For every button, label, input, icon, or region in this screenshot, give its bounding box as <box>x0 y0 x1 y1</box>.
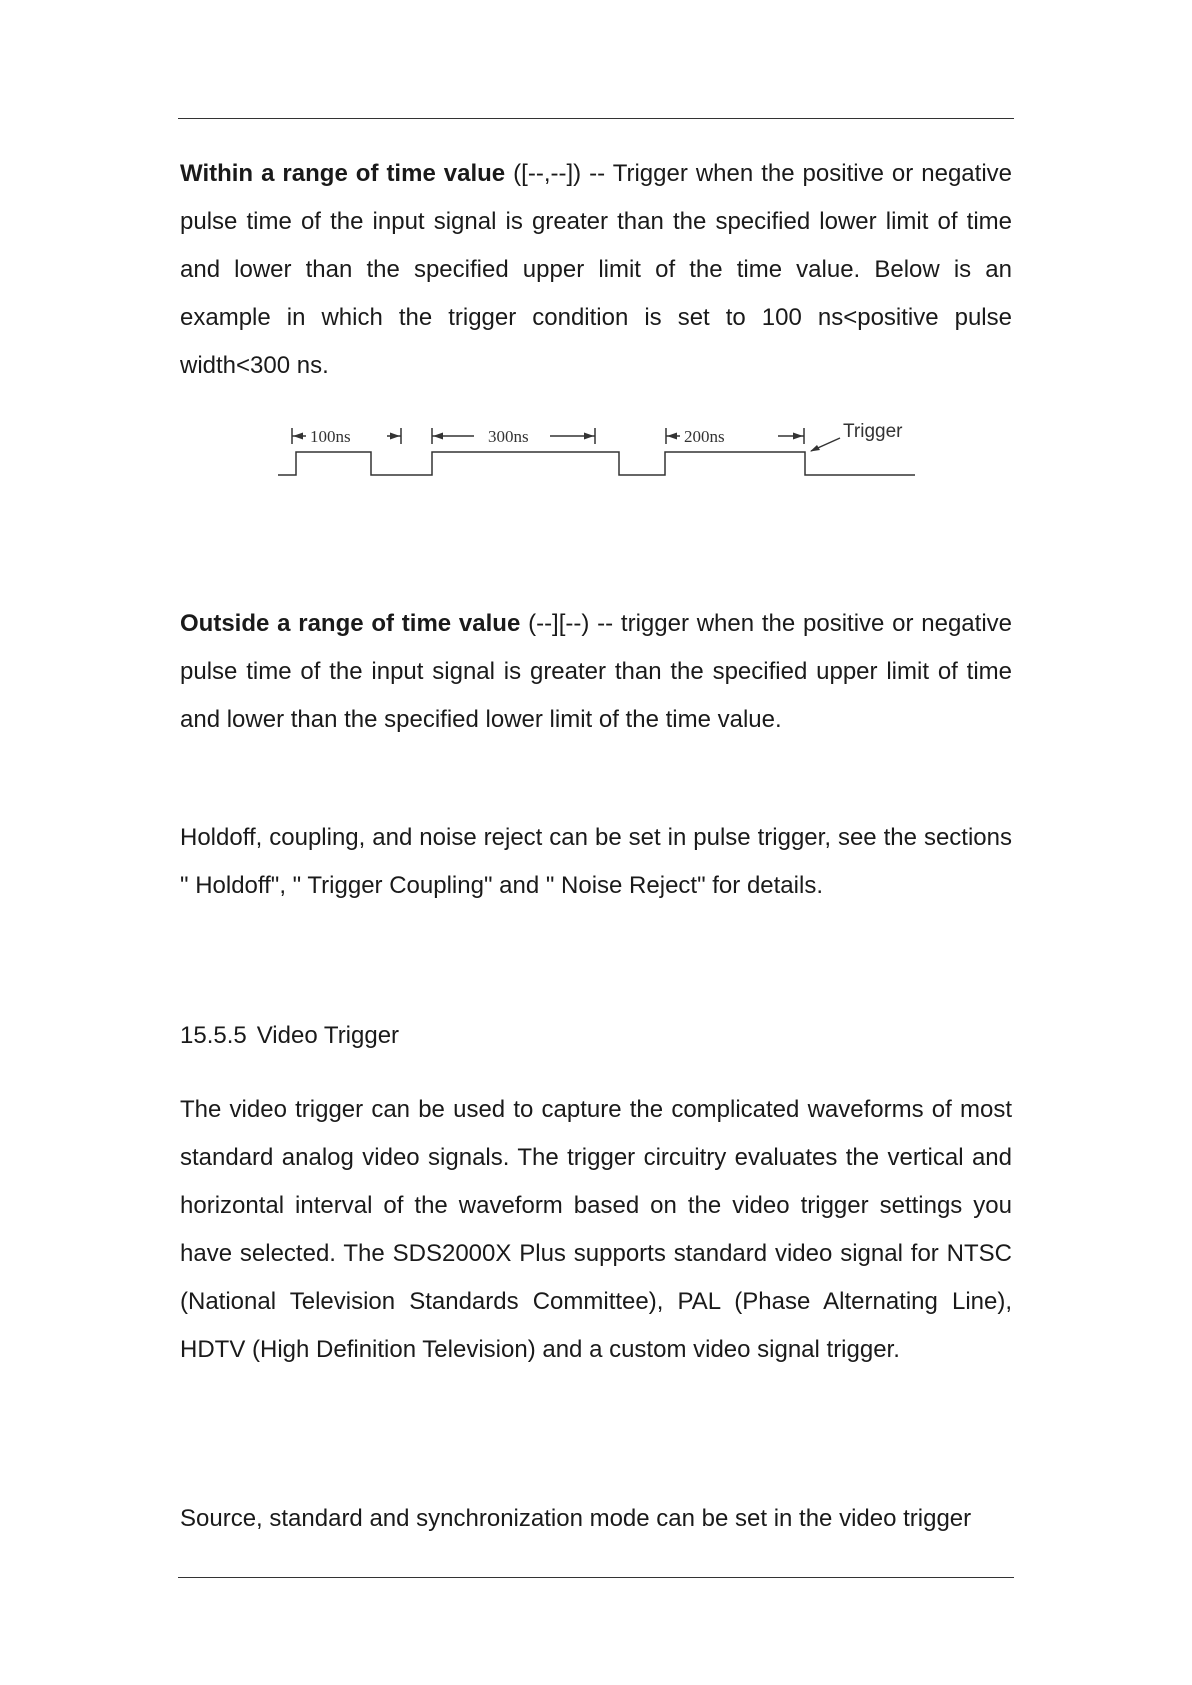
section-title: Video Trigger <box>256 1022 400 1049</box>
symbol-within-range: ([--,--]) <box>513 160 582 187</box>
paragraph-holdoff: Holdoff, coupling, and noise reject can be set in pulse trigger, see the sections " Holdoff", " Trigger Coupling" and " Noise Reject" for details. <box>180 824 1012 899</box>
footer-rule <box>178 1577 1014 1578</box>
label-200ns: 200ns <box>684 427 725 446</box>
term-outside-range: Outside a range of time value <box>180 610 521 637</box>
section-heading <box>180 1012 1012 1060</box>
paragraph-outside-range <box>180 600 1012 744</box>
paragraph-source-standard: Source, standard and synchronization mode can be set in the video trigger <box>180 1505 972 1532</box>
label-100ns: 100ns <box>310 427 351 446</box>
paragraph-within-range <box>180 150 1012 390</box>
pulse-width-diagram <box>270 410 930 490</box>
text-outside-range: -- trigger when the positive or negative pulse time of the input signal is greater than the specified upper limit of time and lower than the specified lower limit of the time value. <box>180 610 1012 733</box>
symbol-outside-range: (--][--) <box>528 610 590 637</box>
header-rule <box>178 118 1014 119</box>
text-within-range: -- Trigger when the positive or negative pulse time of the input signal is greater than the specified lower limit of time and lower than the specified upper limit of the time value. Below is an example in which the trigger condition is set to 100 ns<positive pulse width<300 ns. <box>180 160 1013 379</box>
term-within-range: Within a range of time value <box>180 160 506 187</box>
paragraph-video-trigger: The video trigger can be used to capture the complicated waveforms of most standard analog video signals. The trigger circuitry evaluates the vertical and horizontal interval of the waveform based on the video trigger settings you have selected. The SDS2000X Plus supports standard video signal for NTSC (National Television Standards Committee), PAL (Phase Alternating Line), HDTV (High Definition Television) and a custom video signal trigger. <box>180 1096 1012 1363</box>
label-trigger: Trigger <box>843 421 903 442</box>
section-number: 15.5.5 <box>180 1022 247 1049</box>
label-300ns: 300ns <box>488 427 529 446</box>
